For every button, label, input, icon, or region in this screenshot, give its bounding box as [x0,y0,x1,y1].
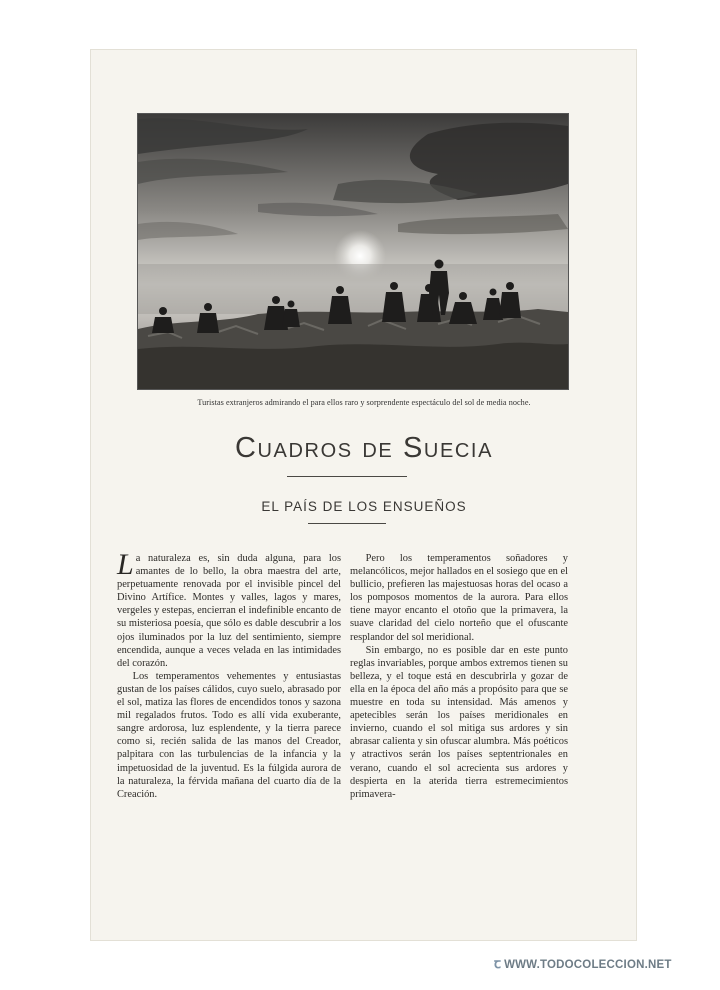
photo-caption: Turistas extranjeros admirando el para ellos raro y sorprendente espectáculo del sol de media noche. [197,398,531,407]
watermark [494,954,672,973]
subtitle-rule [308,523,386,524]
photograph-midnight-sun [137,113,569,390]
photo-illustration [138,114,568,389]
title-rule [287,476,407,477]
rocks-foreground [138,343,568,389]
watermark-text: WWW.TODOCOLECCION.NET [504,959,672,971]
article-title: Cuadros de Suecia [234,432,494,464]
drop-cap: L [117,548,134,581]
paragraph: Sin embargo, no es posible dar en este punto reglas invariables, porque ambos extremos tienen su belleza, y el toque está en descubrirla y gozar de ella en la época del año más a propósito para que se muestre en toda su intensidad. Más amenos y apetecibles serán los países meridionales en invierno, cuando el sol mitiga sus ardores y sin abrasar calienta y sin ofuscar alumbra. Más poéticos y atractivos serán los países septentrionales en verano, cuando el sol acrecienta sus ardores y despierta en la aterida tierra estremecimientos primavera- [350,644,568,800]
paragraph: Los temperamentos vehementes y entusiastas gustan de los países cálidos, cuyo suelo, abrasado por el sol, matiza las flores de encendidos tonos y sazona mil regalados frutos. Todo es allí vida exuberante, sangre ardorosa, luz esplendente, y la tierra parece como si, recién salida de las manos del Creador, palpitara con las turbulencias de la infancia y la impetuosidad de la juventud. Es la fúlgida aurora de la naturaleza, la férvida mañana del cuarto día de la Creación. [117,670,341,800]
paragraph: Pero los temperamentos soñadores y melancólicos, mejor hallados en el sosiego que en el bullicio, prefieren las majestuosas horas del ocaso a los pomposos momentos de la aurora. Para ellos tiene mayor encanto el otoño que la primavera, la suave claridad del cielo norteño que el ofuscante resplandor del sol meridional. [350,553,568,643]
tc-logo-icon: ꞇ [494,955,502,971]
text-column-right [350,552,568,801]
paragraph: La naturaleza es, sin duda alguna, para los amantes de lo bello, la obra maestra del arte, perpetuamente renovada por el invisible pincel del Divino Artífice. Montes y valles, lagos y mares, vergeles y estepas, encierran el indefinible encanto de su misteriosa poesía, que sólo es dable descubrir a los ojos iluminados por la luz del sentimiento, siempre encendida, aunque a veces velada en las intimidades del corazón. [117,548,341,669]
article-subtitle: EL PAÍS DE LOS ENSUEÑOS [261,499,467,514]
text-column-left [117,548,341,801]
